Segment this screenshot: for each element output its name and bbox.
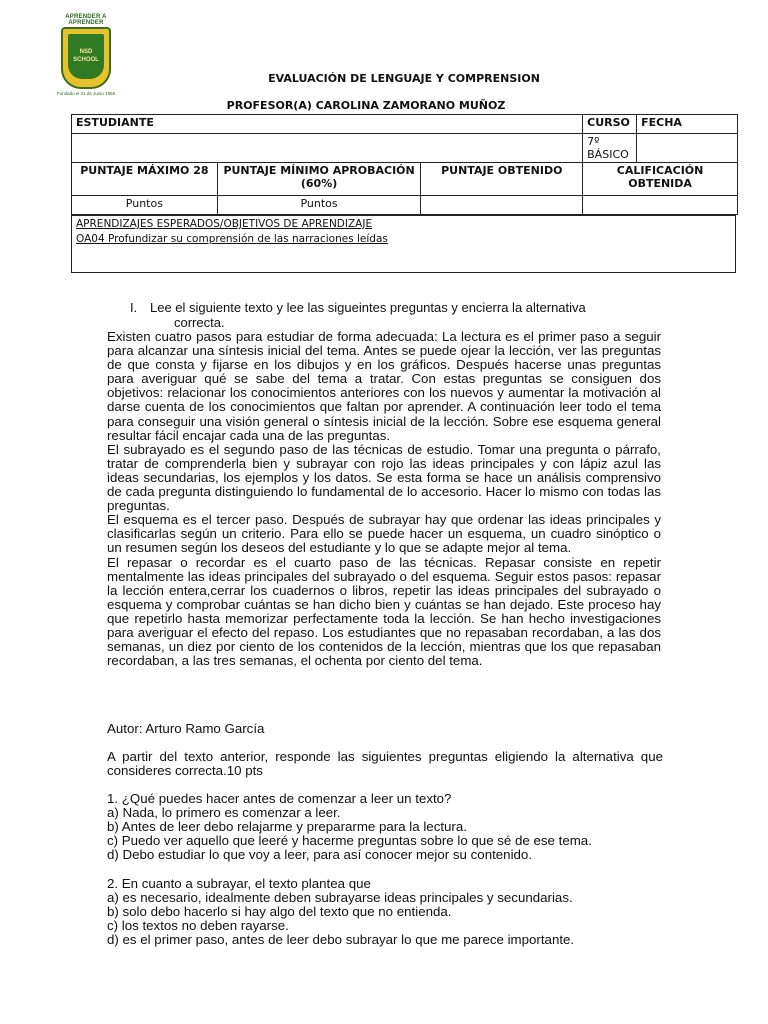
course-label: CURSO <box>583 115 637 134</box>
max-points-cell: Puntos <box>72 196 218 215</box>
option-a[interactable]: a) es necesario, idealmente deben subrayarse ideas principales y secundarias. <box>107 890 573 906</box>
instruction-line-1: Lee el siguiente texto y lee las sigueintes preguntas y encierra la alternativa <box>150 300 586 315</box>
option-c[interactable]: c) los textos no deben rayarse. <box>107 918 289 934</box>
table-row <box>72 134 738 163</box>
questions-prompt: A partir del texto anterior, responde las siguientes preguntas eligiendo la alternativa que consideres correcta.10 pts <box>107 749 663 779</box>
objectives-box <box>71 215 736 273</box>
reading-paragraph-1: Existen cuatro pasos para estudiar de forma adecuada: La lectura es el primer paso a seguir para alcanzar una síntesis inicial del tema. Antes se puede ojear la lección, ver las preguntas de que consta y fijarse en los dibujos y en los gráficos. Después hacerse unas preguntas para averiguar qué se sabe del tema a tratar. Con estas preguntas se consiguen dos objetivos: relacionar los conocimientos anteriores con los nuevos y aumentar la motivación al darse cuenta de los conocimientos que faltan por aprender. A continuación leer todo el tema para conseguir una visión general o síntesis inicial de la lección. Sobre ese esquema general resultar fácil encajar cada una de las preguntas. <box>107 329 661 443</box>
reading-text <box>107 330 661 668</box>
option-c[interactable]: c) Puedo ver aquello que leeré y hacerme preguntas sobre lo que sé de ese tema. <box>107 833 592 849</box>
logo-crest-text: NSD <box>79 49 93 55</box>
student-name-field[interactable] <box>72 134 583 163</box>
option-d[interactable]: d) es el primer paso, antes de leer debo subrayar lo que me parece importante. <box>107 932 575 948</box>
min-score-label: PUNTAJE MÍNIMO APROBACIÓN (60%) <box>217 163 421 196</box>
option-a[interactable]: a) Nada, lo primero es comenzar a leer. <box>107 805 341 821</box>
logo-bottom-text: Fundado el 21 de Junio 1955 <box>56 91 116 96</box>
option-b[interactable]: b) solo debo hacerlo si hay algo del texto que no entienda. <box>107 904 452 920</box>
min-points-cell: Puntos <box>217 196 421 215</box>
max-score-label: PUNTAJE MÁXIMO 28 <box>72 163 218 196</box>
question-2 <box>107 877 663 947</box>
date-field[interactable] <box>637 134 738 163</box>
instruction-number: I. <box>130 300 138 315</box>
grade-field[interactable] <box>583 196 738 215</box>
instruction-line-2: correcta. <box>174 315 225 330</box>
author-line: Autor: Arturo Ramo García <box>107 721 265 736</box>
instruction <box>130 300 670 330</box>
student-label: ESTUDIANTE <box>72 115 583 134</box>
reading-paragraph-2: El subrayado es el segundo paso de las técnicas de estudio. Tomar una pregunta o párrafo, tratar de comprenderla bien y subrayar con rojo las ideas principales y con lápiz azul las ideas secundarias, los ejemplos y los datos. Se esta forma se hace un análisis comprensivo de cada pregunta distinguiendo lo fundamental de lo accesorio. Hacer lo mismo con todas las preguntas. <box>107 441 661 514</box>
student-info-table <box>71 114 738 215</box>
question-stem: 2. En cuanto a subrayar, el texto plantea que <box>107 876 371 891</box>
table-row <box>72 196 738 215</box>
reading-paragraph-3: El esquema es el tercer paso. Después de subrayar hay que ordenar las ideas principales y clasificarlas según un criterio. Para ello se puede hacer un esquema, un cuadro sinóptico o un resumen según los deseos del estudiante y lo que se adapte mejor al tema. <box>107 512 661 556</box>
table-row <box>72 115 738 134</box>
reading-paragraph-4: El repasar o recordar es el cuarto paso de las técnicas. Repasar consiste en repetir mentalmente las ideas principales del subrayado o del esquema. Seguir estos pasos: repasar la lección entera,cerrar los cuadernos o libros, repetir las ideas principales del subrayado o esquema y comprobar cuántas se han dicho bien y cuántas se han dejado. Este proceso hay que repetirlo hasta memorizar perfectamente toda la lección. Se han hecho investigaciones para averiguar el efecto del repaso. Los estudiantes que no repasaban recordaban, a las dos semanas, un diez por ciento de los contenidos de la lección, mientras que los que repasaban recordaban, a las tres semanas, el ochenta por ciento del tema. <box>107 554 661 669</box>
logo-school-text: SCHOOL <box>73 57 99 63</box>
page-title: EVALUACIÓN DE LENGUAJE Y COMPRENSION <box>268 72 540 85</box>
objectives-heading: APRENDIZAJES ESPERADOS/OBJETIVOS DE APRENDIZAJE <box>76 218 373 230</box>
teacher-name: PROFESOR(A) CAROLINA ZAMORANO MUÑOZ <box>226 99 506 112</box>
question-stem: 1. ¿Qué puedes hacer antes de comenzar a leer un texto? <box>107 791 452 806</box>
obtained-score-field[interactable] <box>421 196 583 215</box>
logo-top-text: APRENDER A APRENDER <box>65 14 107 26</box>
obtained-score-label: PUNTAJE OBTENIDO <box>421 163 583 196</box>
objective-item: OA04 Profundizar su comprensión de las narraciones leídas <box>76 233 388 245</box>
option-b[interactable]: b) Antes de leer debo relajarme y prepararme para la lectura. <box>107 819 467 835</box>
question-1 <box>107 792 663 862</box>
table-row <box>72 163 738 196</box>
option-d[interactable]: d) Debo estudiar lo que voy a leer, para así conocer mejor su contenido. <box>107 847 533 863</box>
grade-label: CALIFICACIÓN OBTENIDA <box>583 163 738 196</box>
course-value: 7º BÁSICO <box>583 134 637 163</box>
date-label: FECHA <box>637 115 738 134</box>
